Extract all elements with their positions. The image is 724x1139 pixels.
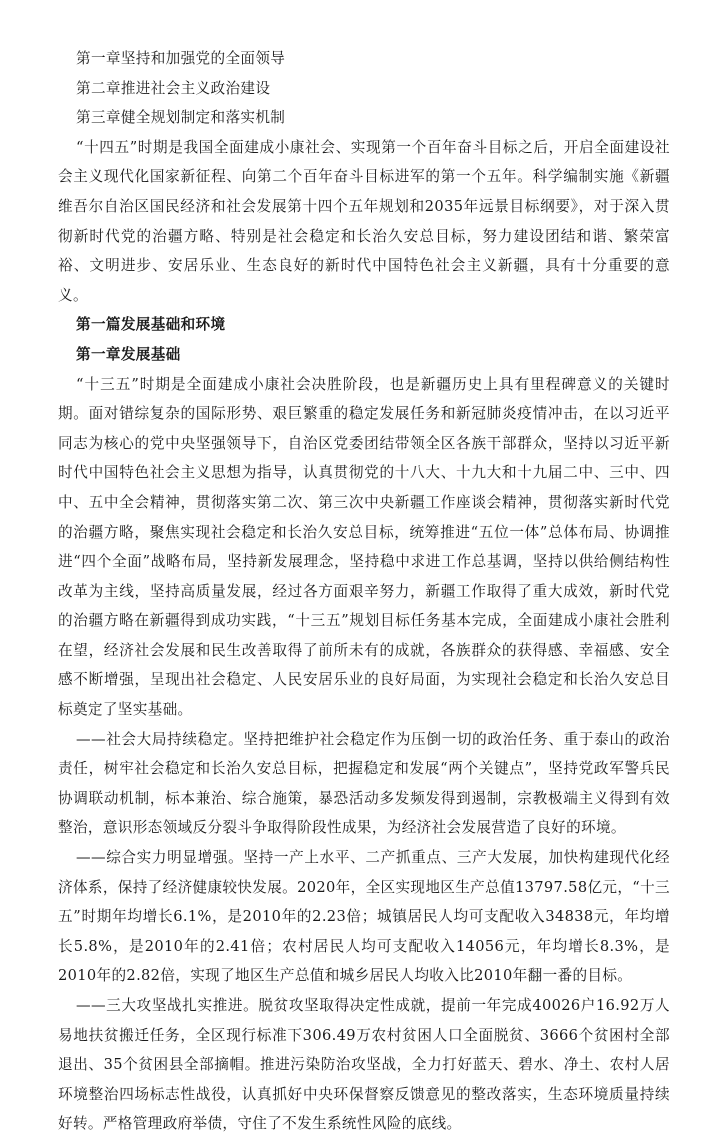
body-paragraph-stability: ——社会大局持续稳定。坚持把维护社会稳定作为压倒一切的政治任务、重于泰山的政治责任，树牢社会稳定和长治久安总目标，把握稳定和发展“两个关键点”，坚持党政军警兵民协调联动机制，标本兼治、综合施策，暴恐活动多发频发得到遏制，宗教极端主义得到有效整治，意识形态领域反分裂斗争取得阶段性成果，为经济社会发展营造了良好的环境。 xyxy=(58,730,670,837)
body-paragraph-strength: ——综合实力明显增强。坚持一产上水平、二产抓重点、三产大发展，加快构建现代化经济体系，保持了经济健康较快发展。2020年，全区实现地区生产总值13797.58亿元，“十三五”时期年均增长6.1%，是2010年的2.23倍；城镇居民人均可支配收入34838元，年均增长5.8%，是2010年的2.41倍；农村居民人均可支配收入14056元，年均增长8.3%，是2010年的2.82倍，实现了地区生产总值和城乡居民人均收入比2010年翻一番的目标。 xyxy=(58,849,670,985)
intro-paragraph: “十四五”时期是我国全面建成小康社会、实现第一个百年奋斗目标之后，开启全面建设社会主义现代化国家新征程、向第二个百年奋斗目标进军的第一个五年。科学编制实施《新疆维吾尔自治区国民经济和社会发展第十四个五年规划和2035年远景目标纲要》，对于深入贯彻新时代党的治疆方略、特别是社会稳定和长治久安总目标，努力建设团结和谐、繁荣富裕、文明进步、安居乐业、生态良好的新时代中国特色社会主义新疆，具有十分重要的意义。 xyxy=(58,138,670,304)
body-paragraph-overview: “十三五”时期是全面建成小康社会决胜阶段，也是新疆历史上具有里程碑意义的关键时期。面对错综复杂的国际形势、艰巨繁重的稳定发展任务和新冠肺炎疫情冲击，在以习近平同志为核心的党中央坚强领导下，自治区党委团结带领全区各族干部群众，坚持以习近平新时代中国特色社会主义思想为指导，认真贯彻党的十八大、十九大和十九届二中、三中、四中、五中全会精神，贯彻落实第二次、第三次中央新疆工作座谈会精神，贯彻落实新时代党的治疆方略，聚焦实现社会稳定和长治久安总目标，统筹推进“五位一体”总体布局、协调推进“四个全面”战略布局，坚持新发展理念，坚持稳中求进工作总基调，坚持以供给侧结构性改革为主线，坚持高质量发展，经过各方面艰辛努力，新疆工作取得了重大成效，新时代党的治疆方略在新疆得到成功实践，“十三五”规划目标任务基本完成，全面建成小康社会胜利在望，经济社会发展和民生改善取得了前所未有的成就，各族群众的获得感、幸福感、安全感不断增强，呈现出社会稳定、人民安居乐业的良好局面，为实现社会稳定和长治久安总目标奠定了坚实基础。 xyxy=(58,375,670,719)
toc-line-chapter-3: 第三章健全规划制定和落实机制 xyxy=(76,109,286,127)
toc-line-chapter-1: 第一章坚持和加强党的全面领导 xyxy=(76,50,286,67)
toc-line-chapter-2: 第二章推进社会主义政治建设 xyxy=(76,79,271,97)
chapter-title: 第一章发展基础 xyxy=(76,345,181,363)
body-paragraph-three-battles: ——三大攻坚战扎实推进。脱贫攻坚取得决定性成就，提前一年完成40026户16.92万人易地扶贫搬迁任务，全区现行标准下306.49万农村贫困人口全面脱贫、3666个贫困村全部退出、35个贫困县全部摘帽。推进污染防治攻坚战，全力打好蓝天、碧水、净土、农村人居环境整治四场标志性战役，认真抓好中央环保督察反馈意见的整改落实，生态环境质量持续好转。严格管理政府举债，守住了不发生系统性风险的底线。 xyxy=(58,997,670,1133)
document-page xyxy=(58,44,670,1139)
part-title: 第一篇发展基础和环境 xyxy=(76,316,226,334)
